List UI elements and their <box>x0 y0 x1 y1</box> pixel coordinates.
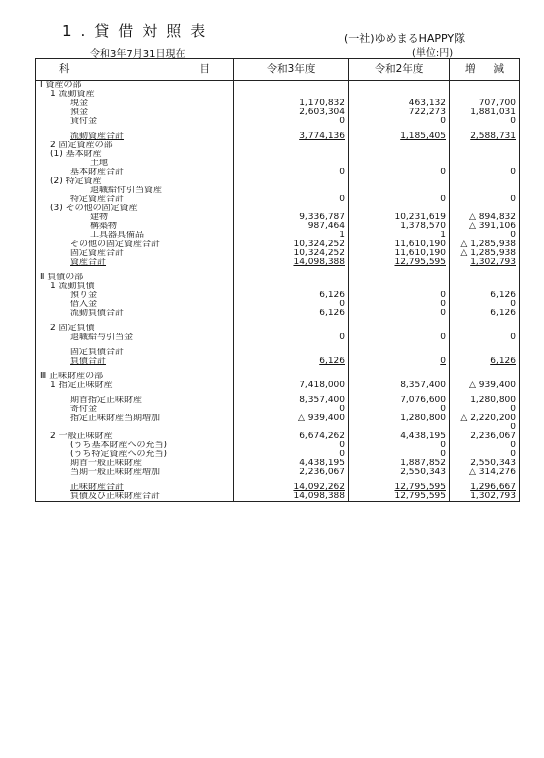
row-label <box>36 240 234 249</box>
row-label-text: Ⅱ 負債の部 <box>40 273 84 282</box>
row-label-text: 1 流動資産 <box>50 90 95 99</box>
row-label <box>36 258 234 267</box>
value-diff <box>450 177 520 186</box>
row-label <box>36 108 234 117</box>
row-label-text: 期首指定正味財産 <box>70 396 143 405</box>
value-diff <box>450 348 520 357</box>
value-r2 <box>349 423 450 432</box>
value-diff: 1,302,793 <box>450 492 520 502</box>
value-diff <box>450 141 520 150</box>
row-label-text: 建物 <box>90 213 109 222</box>
row-label <box>36 423 234 432</box>
value-r2 <box>349 273 450 282</box>
value-r2: 1 <box>349 231 450 240</box>
table-row <box>36 405 520 414</box>
value-diff: 0 <box>450 405 520 414</box>
value-r3: 0 <box>234 441 349 450</box>
value-r2 <box>349 159 450 168</box>
value-diff: 2,588,731 <box>450 132 520 141</box>
value-diff: 0 <box>450 333 520 342</box>
value-diff: 707,700 <box>450 99 520 108</box>
row-label <box>36 414 234 423</box>
value-r2: 0 <box>349 405 450 414</box>
value-diff: 0 <box>450 195 520 204</box>
row-label <box>36 282 234 291</box>
table-row <box>36 90 520 99</box>
row-label <box>36 132 234 141</box>
value-r3: 0 <box>234 300 349 309</box>
value-r2: 4,438,195 <box>349 432 450 441</box>
table-row <box>36 414 520 423</box>
value-r3 <box>234 348 349 357</box>
value-r2: 1,280,800 <box>349 414 450 423</box>
table-row <box>36 291 520 300</box>
table-row <box>36 177 520 186</box>
value-diff <box>450 81 520 91</box>
organization-name: (一社)ゆめまるHAPPY隊 <box>344 32 466 45</box>
value-r2 <box>349 90 450 99</box>
table-row <box>36 300 520 309</box>
value-r2: 7,076,600 <box>349 396 450 405</box>
row-label-text: 期首一般正味財産 <box>70 459 143 468</box>
table-row <box>36 450 520 459</box>
value-r3 <box>234 81 349 91</box>
value-r2 <box>349 141 450 150</box>
value-r3 <box>234 150 349 159</box>
table-row <box>36 141 520 150</box>
row-label <box>36 357 234 366</box>
row-label-text: 資産合計 <box>70 258 107 267</box>
row-label <box>36 168 234 177</box>
balance-sheet-table <box>35 58 520 502</box>
row-label <box>36 231 234 240</box>
value-r2 <box>349 324 450 333</box>
value-r3: 3,774,136 <box>234 132 349 141</box>
row-label <box>36 195 234 204</box>
row-label <box>36 204 234 213</box>
value-diff: 2,236,067 <box>450 432 520 441</box>
value-diff: 1,881,031 <box>450 108 520 117</box>
row-label-text: (うち基本財産への充当) <box>70 441 168 450</box>
value-r3: 0 <box>234 450 349 459</box>
value-diff: 0 <box>450 300 520 309</box>
value-r3: 2,236,067 <box>234 468 349 477</box>
value-r3 <box>234 204 349 213</box>
value-r2: 12,795,595 <box>349 492 450 502</box>
table-row <box>36 81 520 91</box>
row-label-text: 1 流動負債 <box>50 282 95 291</box>
value-r3: 14,098,388 <box>234 492 349 502</box>
value-diff <box>450 159 520 168</box>
row-label-text: 退職給与引当金 <box>70 333 134 342</box>
value-diff <box>450 372 520 381</box>
value-diff: 6,126 <box>450 357 520 366</box>
row-label-text: 固定負債合計 <box>70 348 125 357</box>
row-label <box>36 492 234 502</box>
row-label-text: (1) 基本財産 <box>50 150 102 159</box>
table-row <box>36 468 520 477</box>
unit-label: (単位:円) <box>412 48 454 59</box>
table-row <box>36 396 520 405</box>
column-header-diff <box>450 59 520 81</box>
value-r2: 722,273 <box>349 108 450 117</box>
row-label-text: 2 固定負債 <box>50 324 95 333</box>
value-r2: 0 <box>349 117 450 126</box>
value-r2: 0 <box>349 300 450 309</box>
table-row <box>36 423 520 432</box>
table-row <box>36 357 520 366</box>
row-label <box>36 450 234 459</box>
row-label-text: 工具器具備品 <box>90 231 145 240</box>
table-row <box>36 324 520 333</box>
value-r3: 0 <box>234 117 349 126</box>
value-r2: 12,795,595 <box>349 258 450 267</box>
table-row <box>36 492 520 502</box>
row-label-text: (3) その他の固定資産 <box>50 204 138 213</box>
row-label-text: (2) 特定資産 <box>50 177 102 186</box>
row-label-text: 基本財産合計 <box>70 168 125 177</box>
row-label-text: 流動資産合計 <box>70 132 125 141</box>
value-diff: 2,550,343 <box>450 459 520 468</box>
row-label-text: 負債合計 <box>70 357 107 366</box>
value-diff: 0 <box>450 423 520 432</box>
row-label-text: 固定資産合計 <box>70 249 125 258</box>
row-label <box>36 90 234 99</box>
row-label <box>36 348 234 357</box>
value-diff: 6,126 <box>450 291 520 300</box>
row-label-text: 預り金 <box>70 291 98 300</box>
as-of-date: 令和3年7月31日現在 <box>90 49 186 60</box>
value-diff <box>450 273 520 282</box>
value-r2: 463,132 <box>349 99 450 108</box>
row-label-text: 流動負債合計 <box>70 309 125 318</box>
value-r2 <box>349 348 450 357</box>
value-diff: △ 391,106 <box>450 222 520 231</box>
table-row <box>36 483 520 492</box>
row-label-text: Ⅲ 正味財産の部 <box>40 372 104 381</box>
table-row <box>36 249 520 258</box>
row-label-text: 現金 <box>70 99 89 108</box>
value-r2 <box>349 282 450 291</box>
value-r3: 9,336,787 <box>234 213 349 222</box>
value-r3: 6,674,262 <box>234 432 349 441</box>
row-label-text: 当期一般正味財産増加 <box>70 468 161 477</box>
value-diff: △ 1,285,938 <box>450 240 520 249</box>
row-label-text: 借入金 <box>70 300 98 309</box>
value-r3: 10,324,252 <box>234 240 349 249</box>
row-label-text: 寄付金 <box>70 405 98 414</box>
value-r3: △ 939,400 <box>234 414 349 423</box>
value-r2 <box>349 186 450 195</box>
value-r3 <box>234 90 349 99</box>
column-header-diff-right: 減 <box>493 63 504 76</box>
value-r3 <box>234 273 349 282</box>
table-body <box>36 81 520 502</box>
value-r2: 8,357,400 <box>349 381 450 390</box>
table-row <box>36 159 520 168</box>
value-r3: 6,126 <box>234 291 349 300</box>
value-diff <box>450 324 520 333</box>
value-r2: 0 <box>349 333 450 342</box>
row-label <box>36 468 234 477</box>
row-label-text: 預金 <box>70 108 89 117</box>
value-r3: 8,357,400 <box>234 396 349 405</box>
table-row <box>36 222 520 231</box>
value-diff: 0 <box>450 117 520 126</box>
value-r3: 14,098,388 <box>234 258 349 267</box>
value-r2 <box>349 372 450 381</box>
row-label <box>36 459 234 468</box>
table-row <box>36 168 520 177</box>
row-label-text: Ⅰ 資産の部 <box>40 80 82 90</box>
row-label <box>36 483 234 492</box>
value-diff: △ 2,220,200 <box>450 414 520 423</box>
value-diff: 6,126 <box>450 309 520 318</box>
value-r3: 0 <box>234 168 349 177</box>
row-label <box>36 117 234 126</box>
value-r3 <box>234 186 349 195</box>
value-r2: 0 <box>349 309 450 318</box>
value-r3 <box>234 324 349 333</box>
row-label <box>36 405 234 414</box>
row-label <box>36 396 234 405</box>
value-r2: 0 <box>349 357 450 366</box>
row-label <box>36 372 234 381</box>
value-r3: 4,438,195 <box>234 459 349 468</box>
row-label <box>36 99 234 108</box>
value-r3 <box>234 423 349 432</box>
row-label-text: 貸付金 <box>70 117 98 126</box>
value-r2: 11,610,190 <box>349 249 450 258</box>
value-r2: 0 <box>349 450 450 459</box>
table-row <box>36 150 520 159</box>
column-header-diff-left: 増 <box>465 63 476 76</box>
value-r2 <box>349 81 450 91</box>
row-label <box>36 141 234 150</box>
table-row <box>36 441 520 450</box>
table-row <box>36 117 520 126</box>
table-row <box>36 99 520 108</box>
row-label-text: 指定正味財産当期増加 <box>70 414 161 423</box>
value-r3: 1 <box>234 231 349 240</box>
row-label-text: 2 固定資産の部 <box>50 141 113 150</box>
column-header-kamoku-right: 目 <box>199 63 210 76</box>
table-row <box>36 213 520 222</box>
value-diff: 0 <box>450 231 520 240</box>
value-r3: 14,092,262 <box>234 483 349 492</box>
row-label-text: その他の固定資産合計 <box>70 240 161 249</box>
row-label <box>36 249 234 258</box>
column-header-r2: 令和2年度 <box>349 59 450 81</box>
value-diff: △ 314,276 <box>450 468 520 477</box>
row-label <box>36 291 234 300</box>
value-r3: 10,324,252 <box>234 249 349 258</box>
value-diff: △ 1,285,938 <box>450 249 520 258</box>
row-label-text: 1 指定正味財産 <box>50 381 113 390</box>
page-title: 1.貸借対照表 <box>62 22 215 40</box>
value-r2 <box>349 150 450 159</box>
value-r2: 10,231,619 <box>349 213 450 222</box>
row-label-text: 負債及び正味財産合計 <box>70 492 161 501</box>
row-label-text: 正味財産合計 <box>70 483 125 492</box>
column-header-kamoku <box>36 59 234 81</box>
row-label <box>36 273 234 282</box>
value-diff: 1,302,793 <box>450 258 520 267</box>
value-diff: 1,296,667 <box>450 483 520 492</box>
table-row <box>36 333 520 342</box>
value-r3 <box>234 372 349 381</box>
value-r3 <box>234 282 349 291</box>
value-diff <box>450 186 520 195</box>
value-r2 <box>349 177 450 186</box>
value-r3: 0 <box>234 333 349 342</box>
table-row <box>36 186 520 195</box>
table-row <box>36 240 520 249</box>
row-label <box>36 441 234 450</box>
value-diff <box>450 150 520 159</box>
table-row <box>36 459 520 468</box>
table-row <box>36 282 520 291</box>
row-label-text: 退職給付引当資産 <box>90 186 163 195</box>
table-header-row <box>36 59 520 81</box>
value-diff: △ 894,832 <box>450 213 520 222</box>
value-r3 <box>234 141 349 150</box>
row-label <box>36 381 234 390</box>
value-r3 <box>234 177 349 186</box>
value-r2: 1,378,570 <box>349 222 450 231</box>
table-row <box>36 108 520 117</box>
row-label <box>36 177 234 186</box>
value-diff <box>450 90 520 99</box>
value-r2 <box>349 204 450 213</box>
row-label-text: (うち特定資産への充当) <box>70 450 168 459</box>
value-diff: 0 <box>450 450 520 459</box>
value-r2: 1,185,405 <box>349 132 450 141</box>
row-label-text: 2 一般正味財産 <box>50 432 113 441</box>
value-r2: 2,550,343 <box>349 468 450 477</box>
value-r3: 1,170,832 <box>234 99 349 108</box>
row-label <box>36 222 234 231</box>
value-r2: 0 <box>349 441 450 450</box>
value-diff <box>450 204 520 213</box>
row-label <box>36 81 234 91</box>
table-row <box>36 195 520 204</box>
value-diff <box>450 282 520 291</box>
table-row <box>36 381 520 390</box>
value-r3 <box>234 159 349 168</box>
table-row <box>36 432 520 441</box>
row-label <box>36 333 234 342</box>
row-label-text: 土地 <box>90 159 109 168</box>
value-r2: 12,795,595 <box>349 483 450 492</box>
value-r3: 6,126 <box>234 309 349 318</box>
row-label <box>36 159 234 168</box>
value-r2: 1,887,852 <box>349 459 450 468</box>
table-row <box>36 348 520 357</box>
column-header-kamoku-left: 科 <box>59 63 70 76</box>
value-r2: 0 <box>349 168 450 177</box>
value-diff: 1,280,800 <box>450 396 520 405</box>
row-label <box>36 186 234 195</box>
table-row <box>36 258 520 267</box>
table-row <box>36 204 520 213</box>
row-label <box>36 300 234 309</box>
value-r2: 11,610,190 <box>349 240 450 249</box>
value-r3: 0 <box>234 405 349 414</box>
row-label <box>36 309 234 318</box>
column-header-r3: 令和3年度 <box>234 59 349 81</box>
row-label <box>36 324 234 333</box>
table-row <box>36 231 520 240</box>
value-r3: 2,603,304 <box>234 108 349 117</box>
value-diff: 0 <box>450 168 520 177</box>
value-r3: 7,418,000 <box>234 381 349 390</box>
value-r3: 987,464 <box>234 222 349 231</box>
row-label <box>36 150 234 159</box>
value-diff: 0 <box>450 441 520 450</box>
row-label <box>36 213 234 222</box>
table-row <box>36 309 520 318</box>
table-row <box>36 273 520 282</box>
value-r2: 0 <box>349 195 450 204</box>
value-r2: 0 <box>349 291 450 300</box>
value-r3: 0 <box>234 195 349 204</box>
row-label-text: 構築物 <box>90 222 118 231</box>
value-diff: △ 939,400 <box>450 381 520 390</box>
row-label <box>36 432 234 441</box>
row-label-text: 特定資産合計 <box>70 195 125 204</box>
table-row <box>36 372 520 381</box>
table-row <box>36 132 520 141</box>
value-r3: 6,126 <box>234 357 349 366</box>
